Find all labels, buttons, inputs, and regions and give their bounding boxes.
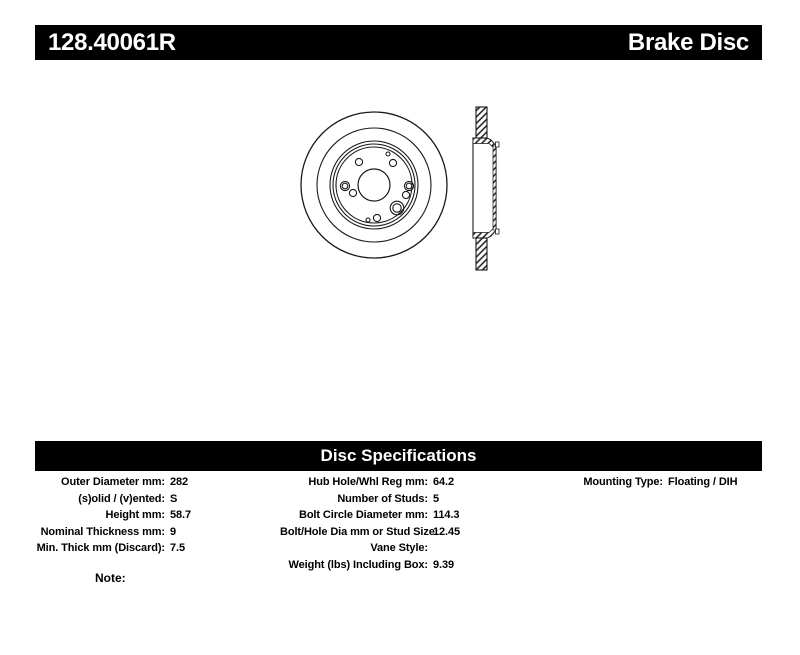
section-title: Disc Specifications xyxy=(320,446,477,465)
spec-value: 64.2 xyxy=(433,476,455,488)
spec-row-nominal-thickness xyxy=(35,526,191,543)
spec-row-bolt-hole-dia xyxy=(280,526,460,543)
spec-row-number-of-studs xyxy=(280,493,460,510)
brake-disc-cross-section-view-icon xyxy=(473,107,499,270)
spec-label: Vane Style: xyxy=(370,542,428,554)
spec-label: Nominal Thickness mm: xyxy=(40,525,165,538)
spec-label: Bolt Circle Diameter mm: xyxy=(298,509,428,521)
spec-value: S xyxy=(170,492,178,505)
spec-value: 12.45 xyxy=(433,525,461,538)
spec-value: 9 xyxy=(170,525,177,538)
spec-value: Floating / DIH xyxy=(668,476,738,488)
spec-row-solid-vented xyxy=(35,493,191,510)
spec-value: 9.39 xyxy=(433,558,455,571)
spec-row-outer-diameter xyxy=(35,476,191,493)
spec-label: Bolt/Hole Dia mm or Stud Size: xyxy=(280,525,439,538)
spec-label: Min. Thick mm (Discard): xyxy=(36,542,165,554)
part-number: 128.40061R xyxy=(48,28,176,56)
brake-disc-front-view-icon xyxy=(301,112,447,258)
spec-column-middle xyxy=(280,476,460,575)
spec-label: Mounting Type: xyxy=(583,476,663,488)
note-label: Note: xyxy=(95,571,126,585)
spec-column-right xyxy=(540,476,737,493)
spec-row-vane-style xyxy=(280,542,460,559)
spec-value: 7.5 xyxy=(170,542,185,554)
spec-row-height xyxy=(35,509,191,526)
spec-row-min-thickness xyxy=(35,542,191,559)
spec-label: (s)olid / (v)ented: xyxy=(78,492,165,505)
spec-column-left xyxy=(35,476,191,559)
spec-value: 114.3 xyxy=(433,509,460,521)
spec-row-hub-hole xyxy=(280,476,460,493)
spec-row-mounting-type xyxy=(540,476,737,493)
title-bar xyxy=(35,25,762,60)
spec-label: Weight (lbs) Including Box: xyxy=(288,558,428,571)
spec-value: 282 xyxy=(170,476,189,488)
spec-label: Number of Studs: xyxy=(337,492,428,505)
spec-value: 5 xyxy=(433,492,440,505)
spec-row-bolt-circle-diameter xyxy=(280,509,460,526)
product-name: Brake Disc xyxy=(627,28,749,56)
disc-specifications-header xyxy=(35,441,762,471)
spec-row-weight xyxy=(280,559,460,576)
spec-label: Hub Hole/Whl Reg mm: xyxy=(308,476,428,488)
brake-disc-technical-drawing xyxy=(280,85,540,285)
spec-value: 58.7 xyxy=(170,509,192,521)
spec-label: Outer Diameter mm: xyxy=(61,476,165,488)
spec-label: Height mm: xyxy=(105,509,165,521)
